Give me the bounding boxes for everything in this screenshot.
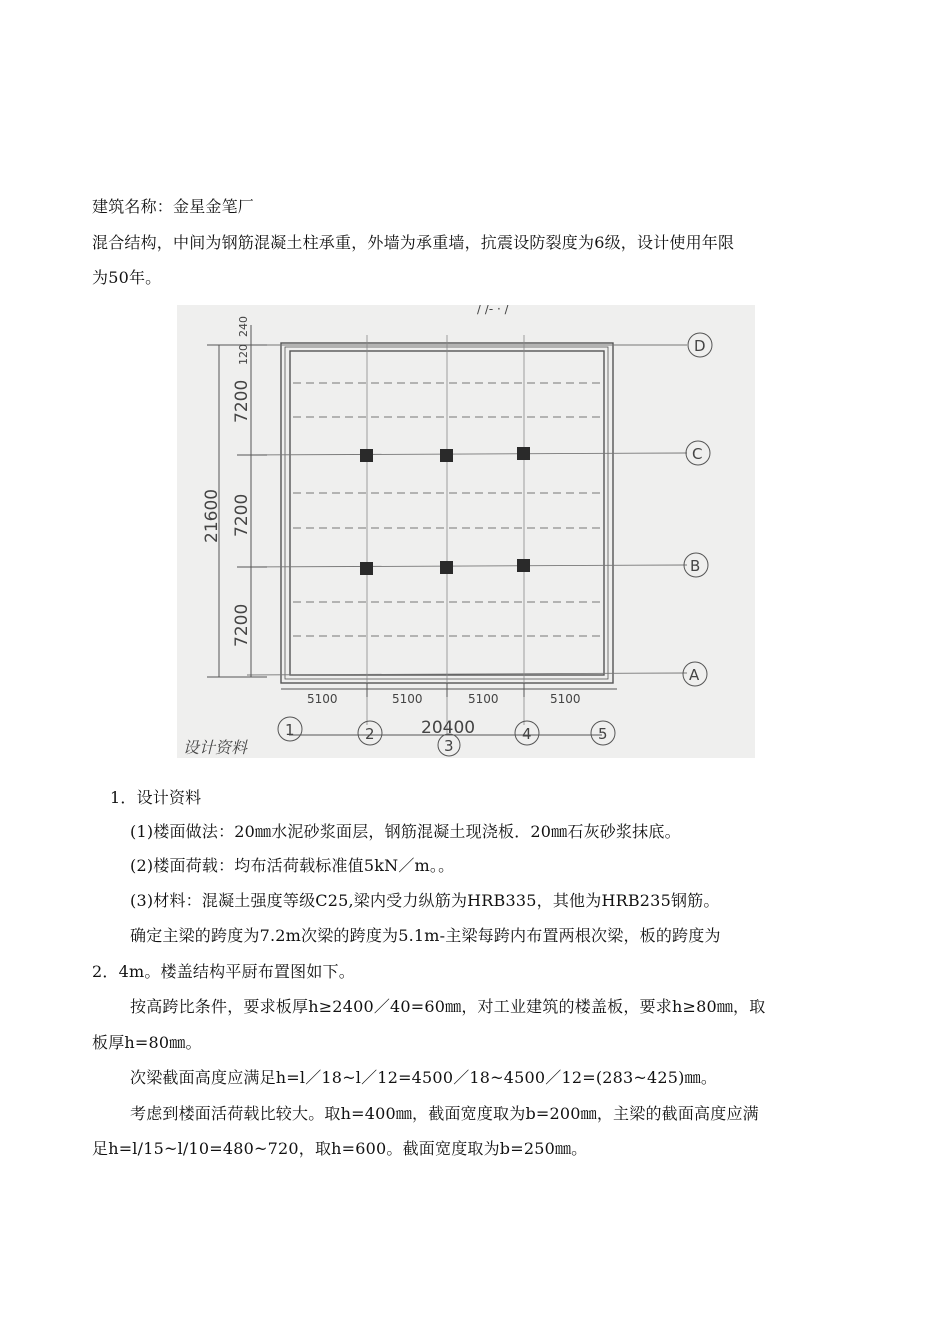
axis-label-B: B — [690, 557, 701, 575]
section-heading: 1．设计资料 — [110, 788, 202, 807]
dim-top-120: 120 — [237, 344, 250, 365]
dim-span-2: 7200 — [232, 493, 252, 537]
axis-label-C: C — [692, 445, 703, 463]
axis-label-D: D — [694, 337, 706, 355]
dim-bottom-total: 20400 — [421, 718, 476, 738]
body-span-text-cont: 2．4m。楼盖结构平厨布置图如下。 — [92, 962, 355, 981]
body-beam-size: 考虑到楼面活荷载比较大。取h=400㎜，截面宽度取为b=200㎜，主梁的截面高度应满 — [130, 1104, 759, 1123]
body-slab-thickness: 按高跨比条件，要求板厚h≥2400／40=60㎜，对工业建筑的楼盖板，要求h≥80㎜，取 — [130, 997, 766, 1016]
body-secondary-beam: 次梁截面高度应满足h=l／18~l／12=4500／18~4500／12=(283~425)㎜。 — [130, 1068, 718, 1087]
item-materials: (3)材料：混凝土强度等级C25,梁内受力纵筋为HRB335，其他为HRB235钢筋。 — [130, 891, 720, 910]
axis-label-5: 5 — [598, 725, 608, 743]
project-name: 建筑名称：金星金笔厂 — [92, 197, 255, 216]
dim-bottom-4: 5100 — [550, 692, 581, 706]
item-floor-load: (2)楼面荷载：均布活荷载标准值5kN／m。。 — [130, 856, 455, 875]
axis-label-1: 1 — [285, 721, 295, 739]
axis-label-3: 3 — [444, 737, 454, 755]
dim-top-240: 240 — [237, 316, 250, 337]
axis-label-4: 4 — [522, 725, 532, 743]
floor-plan-sketch — [177, 305, 755, 758]
body-slab-thickness-cont: 板厚h=80㎜。 — [92, 1033, 202, 1052]
dim-bottom-3: 5100 — [468, 692, 499, 706]
dim-total: 21600 — [202, 488, 222, 543]
body-beam-size-cont: 足h=l/15~l/10=480~720，取h=600。截面宽度取为b=250㎜。 — [92, 1139, 588, 1158]
dim-bottom-2: 5100 — [392, 692, 423, 706]
structure-description-cont: 为50年。 — [92, 268, 162, 287]
structure-description: 混合结构，中间为钢筋混凝土柱承重，外墙为承重墙，抗震设防裂度为6级，设计使用年限 — [92, 233, 735, 252]
corner-scribble: 设计资料 — [183, 738, 248, 757]
axis-label-2: 2 — [365, 725, 375, 743]
axis-label-A: A — [689, 666, 700, 684]
dim-span-1: 7200 — [232, 379, 252, 423]
dim-bottom-1: 5100 — [307, 692, 338, 706]
item-floor-finish: (1)楼面做法：20㎜水泥砂浆面层，钢筋混凝土现浇板．20㎜石灰砂浆抹底。 — [130, 822, 681, 841]
body-span-text: 确定主梁的跨度为7.2m次梁的跨度为5.1m-主梁每跨内布置两根次梁，板的跨度为 — [130, 926, 721, 945]
dim-span-3: 7200 — [232, 603, 252, 647]
svg-text:/ /- · /: / /- · / — [477, 305, 509, 316]
